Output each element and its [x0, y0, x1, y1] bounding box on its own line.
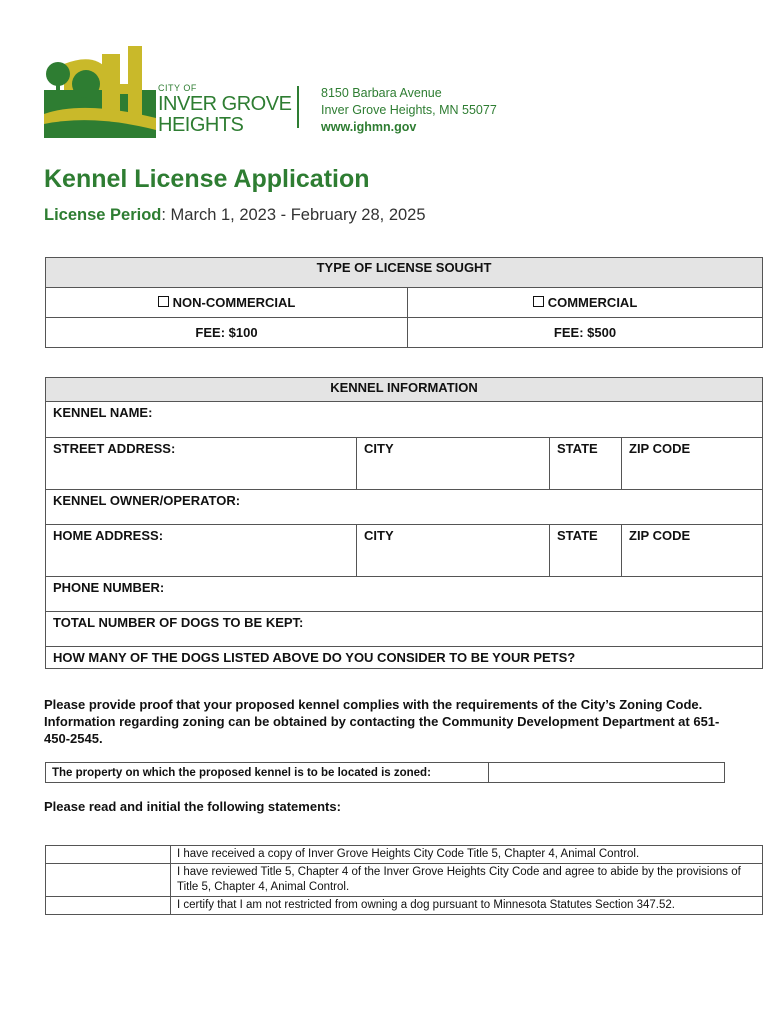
pets-question-label: HOW MANY OF THE DOGS LISTED ABOVE DO YOU CONSIDER TO BE YOUR PETS? [53, 650, 576, 665]
license-period-label: License Period [44, 206, 162, 224]
street-address-field[interactable] [46, 438, 357, 490]
commercial-fee: FEE: $500 [408, 318, 763, 348]
logo-wordmark [158, 84, 291, 135]
statements-table [45, 845, 763, 915]
website-link[interactable]: www.ighmn.gov [321, 120, 417, 134]
total-dogs-field[interactable] [46, 612, 763, 647]
non-commercial-label: NON-COMMERCIAL [172, 295, 296, 310]
home-state-field[interactable] [550, 525, 622, 577]
commercial-checkbox[interactable] [533, 296, 544, 307]
home-zip-field[interactable] [622, 525, 763, 577]
phone-label: PHONE NUMBER: [53, 580, 165, 595]
non-commercial-fee: FEE: $100 [46, 318, 408, 348]
statement-2: I have reviewed Title 5, Chapter 4 of the Inver Grove Heights City Code and agree to abide by the provisions of Title 5, Chapter 4, Animal Control. [171, 864, 763, 897]
zoning-label: The property on which the proposed kennel is to be located is zoned: [46, 763, 489, 783]
logo-city-of: CITY OF [158, 83, 197, 93]
license-type-table [45, 257, 763, 348]
initial-box-3[interactable] [46, 897, 171, 915]
kennel-city-label: CITY [364, 441, 394, 456]
zoning-proof-text: Please provide proof that your proposed kennel complies with the requirements of the City’s Zoning Code. Information regarding zoning can be obtained by contacting the Community Development Department at 651-450-2545. [44, 697, 720, 746]
home-zip-label: ZIP CODE [629, 528, 691, 543]
non-commercial-checkbox[interactable] [158, 296, 169, 307]
owner-field[interactable] [46, 490, 763, 525]
statement-1: I have received a copy of Inver Grove Heights City Code Title 5, Chapter 4, Animal Control. [171, 846, 763, 864]
kennel-name-field[interactable] [46, 402, 763, 438]
address-street: 8150 Barbara Avenue [321, 86, 442, 100]
kennel-info-table [45, 377, 763, 669]
license-period-value: : March 1, 2023 - February 28, 2025 [161, 206, 426, 224]
kennel-state-field[interactable] [550, 438, 622, 490]
page-title: Kennel License Application [44, 165, 370, 193]
kennel-city-field[interactable] [357, 438, 550, 490]
header-divider [297, 86, 299, 128]
street-address-label: STREET ADDRESS: [53, 441, 176, 456]
initial-box-2[interactable] [46, 864, 171, 897]
zoning-table [45, 762, 725, 783]
zoning-input[interactable] [489, 763, 725, 783]
kennel-zip-label: ZIP CODE [629, 441, 691, 456]
address-city-state: Inver Grove Heights, MN 55077 [321, 103, 497, 117]
license-type-heading: TYPE OF LICENSE SOUGHT [46, 258, 763, 288]
initial-box-1[interactable] [46, 846, 171, 864]
city-address [321, 85, 497, 136]
logo-line2: HEIGHTS [158, 114, 244, 136]
commercial-option[interactable] [408, 288, 763, 318]
non-commercial-option[interactable] [46, 288, 408, 318]
home-city-field[interactable] [357, 525, 550, 577]
home-city-label: CITY [364, 528, 394, 543]
read-and-initial-heading: Please read and initial the following statements: [44, 799, 341, 814]
phone-field[interactable] [46, 577, 763, 612]
owner-label: KENNEL OWNER/OPERATOR: [53, 493, 241, 508]
logo-line1: INVER GROVE [158, 93, 292, 115]
city-logo [44, 44, 156, 138]
home-address-field[interactable] [46, 525, 357, 577]
commercial-label: COMMERCIAL [547, 295, 638, 310]
home-address-label: HOME ADDRESS: [53, 528, 164, 543]
license-period [44, 206, 426, 225]
kennel-info-heading: KENNEL INFORMATION [46, 378, 763, 402]
statement-3: I certify that I am not restricted from owning a dog pursuant to Minnesota Statutes Section 347.52. [171, 897, 763, 915]
home-state-label: STATE [557, 528, 598, 543]
pets-field[interactable] [46, 647, 763, 669]
kennel-zip-field[interactable] [622, 438, 763, 490]
total-dogs-label: TOTAL NUMBER OF DOGS TO BE KEPT: [53, 615, 304, 630]
kennel-name-label: KENNEL NAME: [53, 405, 153, 420]
kennel-state-label: STATE [557, 441, 598, 456]
